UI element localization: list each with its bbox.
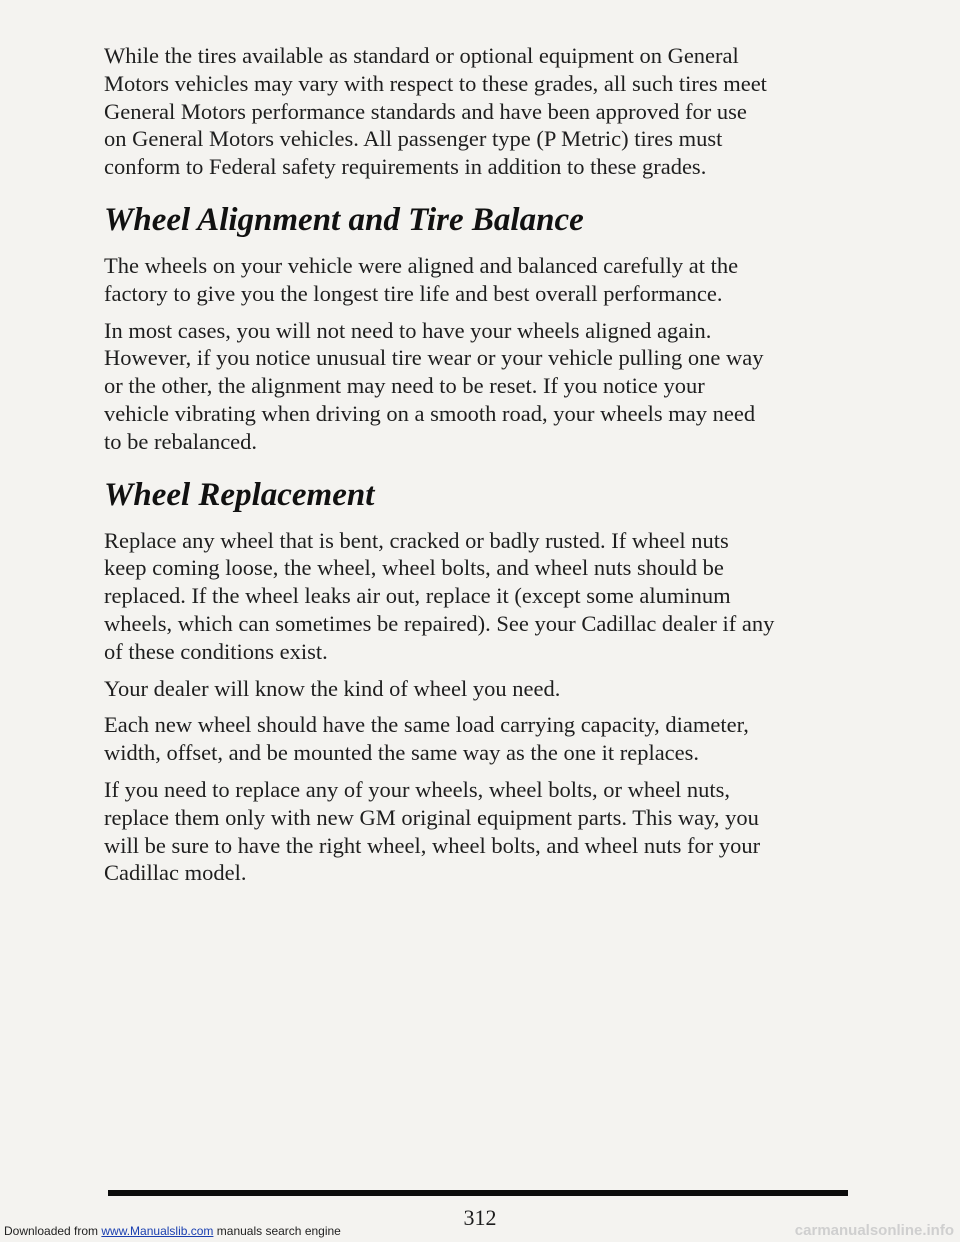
page-number: 312 <box>463 1205 497 1230</box>
alignment-paragraph-1: The wheels on your vehicle were aligned and balanced carefully at the factory to give you the longest tire life and best overall performance. <box>104 252 739 306</box>
download-source-note <box>4 1224 341 1238</box>
replacement-paragraph-4: If you need to replace any of your wheels, wheel bolts, or wheel nuts, replace them only with new GM original equipment parts. This way, you will be sure to have the right wheel, wheel bolts, and wheel nuts for your Cadillac model. <box>104 776 761 886</box>
download-prefix: Downloaded from <box>4 1224 102 1238</box>
intro-paragraph: While the tires available as standard or optional equipment on General Motors vehicles may vary with respect to these grades, all such tires meet General Motors performance standards and have been approved for use on General Motors vehicles. All passenger type (P Metric) tires must conform to Federal safety requirements in addition to these grades. <box>104 43 767 180</box>
page-body <box>104 42 856 896</box>
alignment-paragraph-2: In most cases, you will not need to have your wheels aligned again. However, if you notice unusual tire wear or your vehicle pulling one way or the other, the alignment may need to be reset. If you notice your vehicle vibrating when driving on a smooth road, your wheels may need to be rebalanced. <box>104 317 764 454</box>
section-heading-wheel-alignment: Wheel Alignment and Tire Balance <box>104 201 584 238</box>
download-suffix: manuals search engine <box>213 1224 341 1238</box>
section-heading-wheel-replacement: Wheel Replacement <box>104 476 375 513</box>
replacement-paragraph-2: Your dealer will know the kind of wheel you need. <box>104 675 561 701</box>
footer-rule <box>108 1190 848 1196</box>
watermark-text: carmanualsonline.info <box>794 1222 954 1239</box>
replacement-paragraph-1: Replace any wheel that is bent, cracked or badly rusted. If wheel nuts keep coming loose, the wheel, wheel bolts, and wheel nuts should be replaced. If the wheel leaks air out, replace it (except some aluminum wheels, which can sometimes be repaired). See your Cadillac dealer if any of these conditions exist. <box>104 527 775 664</box>
replacement-paragraph-3: Each new wheel should have the same load carrying capacity, diameter, width, offset, and be mounted the same way as the one it replaces. <box>104 712 749 766</box>
manualslib-link[interactable]: www.Manualslib.com <box>101 1224 214 1238</box>
